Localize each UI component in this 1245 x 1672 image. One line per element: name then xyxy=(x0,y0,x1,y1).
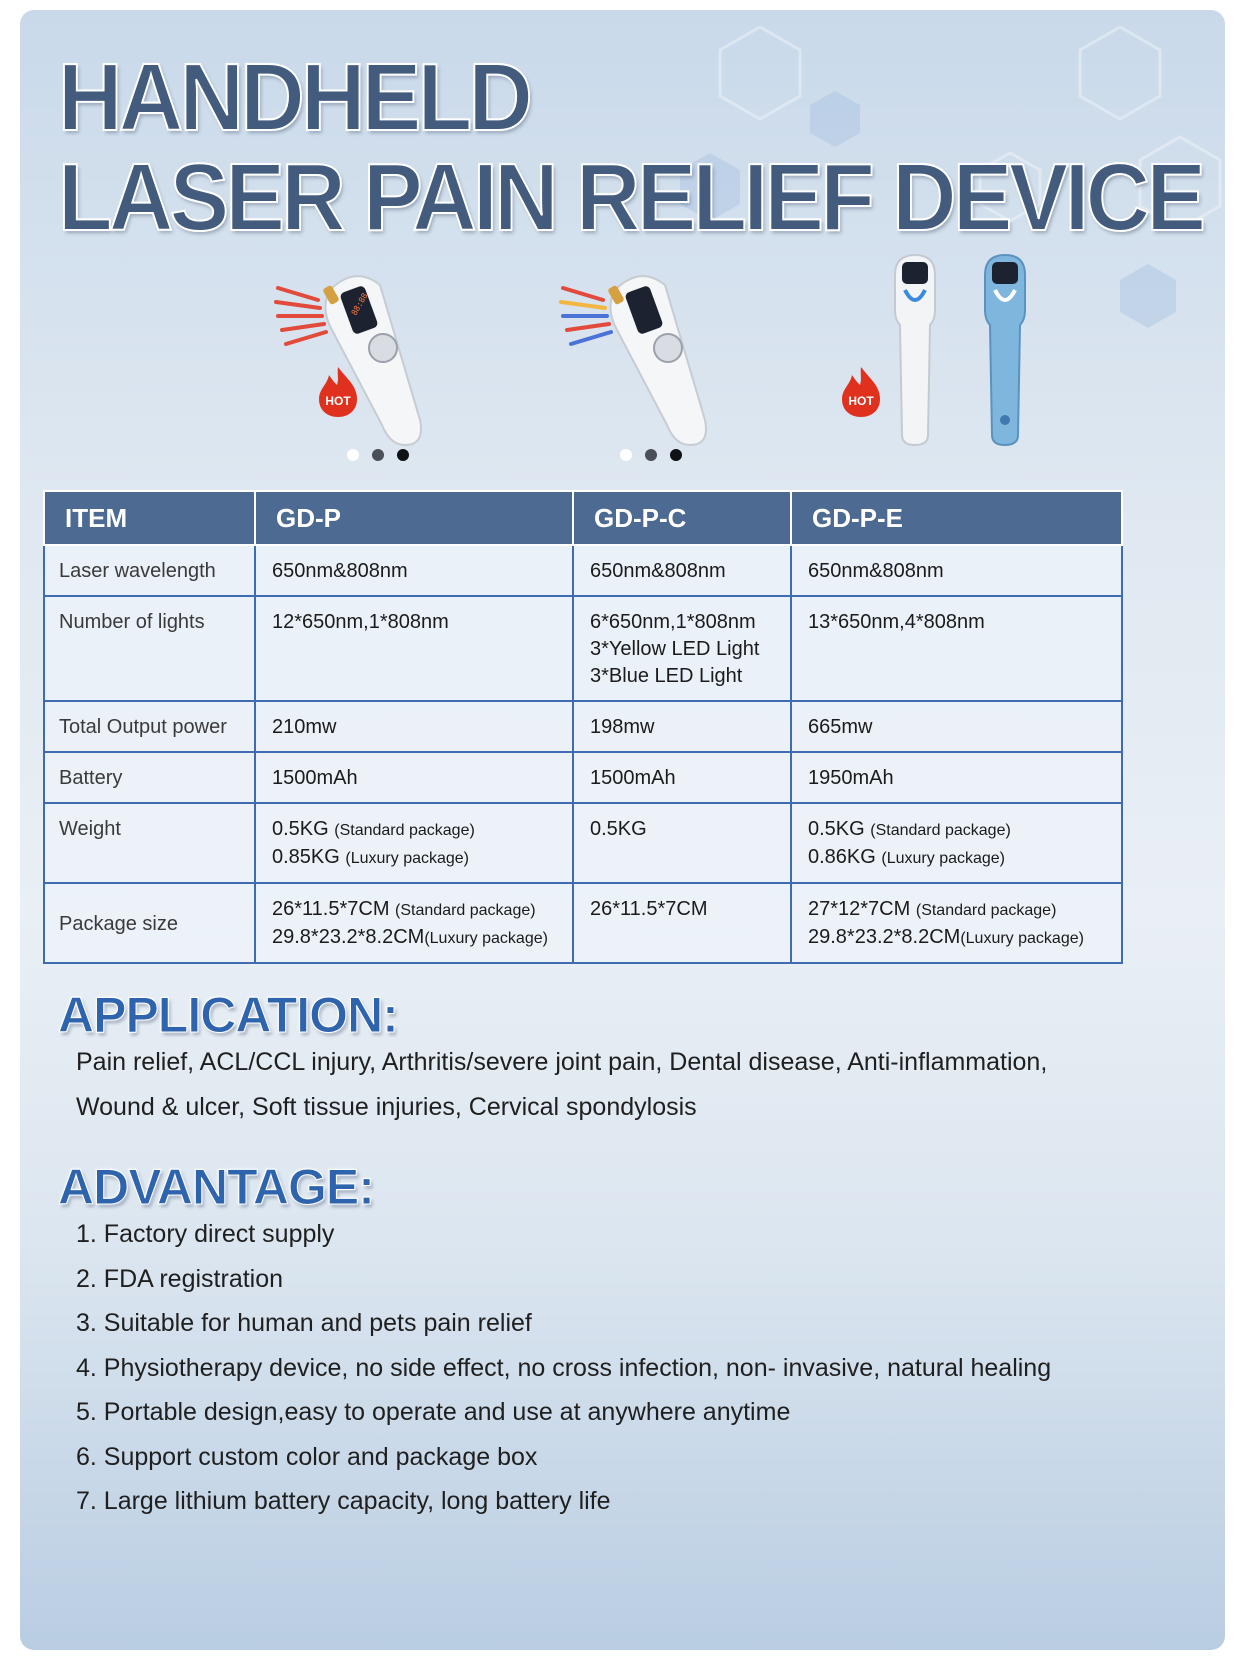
cell-note: (Luxury package) xyxy=(424,930,548,947)
list-item: 4. Physiotherapy device, no side effect, no cross infection, non- invasive, natural healing xyxy=(76,1353,1052,1382)
table-row xyxy=(44,803,1122,883)
advantage-list xyxy=(76,1212,1051,1524)
header-gd-p-e: GD-P-E xyxy=(791,491,1122,545)
list-item: 2. FDA registration xyxy=(76,1264,284,1293)
hot-badge-icon xyxy=(315,365,361,419)
table-cell: 650nm&808nm xyxy=(255,545,573,596)
row-label: Weight xyxy=(44,803,255,883)
hot-badge-label: HOT xyxy=(325,394,351,408)
hot-badge-icon xyxy=(838,365,884,419)
list-item: 1. Factory direct supply xyxy=(76,1220,335,1248)
row-label: Number of lights xyxy=(44,596,255,701)
advantage-heading: ADVANTAGE: xyxy=(58,1159,374,1215)
cell-line: 6*650nm,1*808nm xyxy=(590,611,756,633)
cell-note: (Luxury package) xyxy=(881,850,1006,867)
cell-note: (Luxury package) xyxy=(345,850,470,867)
table-header-row xyxy=(44,491,1122,545)
cell-note: (Standard package) xyxy=(870,822,1011,839)
cell-value: 29.8*23.2*8.2CM xyxy=(808,926,961,948)
table-cell: 650nm&808nm xyxy=(791,545,1122,596)
list-item: 7. Large lithium battery capacity, long battery life xyxy=(76,1487,611,1515)
header-gd-p: GD-P xyxy=(255,491,573,545)
cell-value: 29.8*23.2*8.2CM xyxy=(272,926,425,948)
cell-note: (Standard package) xyxy=(395,902,536,919)
list-item: 6. Support custom color and package box xyxy=(76,1442,538,1471)
title-line-1: HANDHELD xyxy=(58,44,530,151)
device-screen-text: 88:88 xyxy=(349,291,370,317)
row-label: Total Output power xyxy=(44,701,255,752)
application-text xyxy=(76,1040,1156,1130)
hot-badge-label: HOT xyxy=(848,394,874,408)
table-cell xyxy=(573,596,791,701)
cell-note: (Standard package) xyxy=(915,902,1057,919)
carousel-dots[interactable] xyxy=(618,447,688,463)
row-label: Battery xyxy=(44,752,255,803)
cell-value: 27*12*7CM xyxy=(808,898,911,920)
gd-p-e-device-image xyxy=(860,250,1060,450)
table-cell: 665mw xyxy=(791,701,1122,752)
cell-note: (Standard package) xyxy=(334,822,475,839)
table-row xyxy=(44,596,1122,701)
carousel-dots[interactable] xyxy=(345,447,415,463)
table-cell: 210mw xyxy=(255,701,573,752)
cell-line: 3*Yellow LED Light xyxy=(590,638,760,660)
application-line-2: Wound & ulcer, Soft tissue injuries, Cervical spondylosis xyxy=(76,1093,697,1121)
row-label: Package size xyxy=(44,883,255,963)
table-cell: 650nm&808nm xyxy=(573,545,791,596)
table-cell: 0.5KG xyxy=(573,803,791,883)
cell-value: 0.86KG xyxy=(808,846,876,868)
spec-table xyxy=(43,490,1123,964)
application-heading: APPLICATION: xyxy=(58,987,398,1043)
table-cell: 26*11.5*7CM xyxy=(573,883,791,963)
table-cell xyxy=(791,883,1122,963)
gd-p-c-device-image xyxy=(555,260,735,450)
table-cell: 1950mAh xyxy=(791,752,1122,803)
list-item: 3. Suitable for human and pets pain relief xyxy=(76,1309,532,1337)
table-row xyxy=(44,545,1122,596)
table-cell xyxy=(255,883,573,963)
gd-p-device-image xyxy=(270,260,450,450)
product-sheet xyxy=(20,10,1225,1650)
cell-value: 26*11.5*7CM xyxy=(272,898,390,920)
row-label: Laser wavelength xyxy=(44,545,255,596)
cell-value: 0.5KG xyxy=(272,818,329,840)
table-row xyxy=(44,752,1122,803)
table-cell: 1500mAh xyxy=(255,752,573,803)
list-item: 5. Portable design,easy to operate and use at anywhere anytime xyxy=(76,1398,791,1426)
cell-value: 0.5KG xyxy=(808,818,865,840)
header-item: ITEM xyxy=(44,491,255,545)
application-line-1: Pain relief, ACL/CCL injury, Arthritis/severe joint pain, Dental disease, Anti-inflammation, xyxy=(76,1048,1048,1076)
table-cell: 198mw xyxy=(573,701,791,752)
table-cell: 13*650nm,4*808nm xyxy=(791,596,1122,701)
table-cell xyxy=(791,803,1122,883)
table-row xyxy=(44,883,1122,963)
cell-line: 3*Blue LED Light xyxy=(590,665,743,687)
header-gd-p-c: GD-P-C xyxy=(573,491,791,545)
table-cell: 12*650nm,1*808nm xyxy=(255,596,573,701)
cell-value: 0.85KG xyxy=(272,846,340,868)
title-line-2: LASER PAIN RELIEF DEVICE xyxy=(58,144,1203,251)
table-row xyxy=(44,701,1122,752)
table-cell xyxy=(255,803,573,883)
product-images xyxy=(20,250,1225,490)
table-cell: 1500mAh xyxy=(573,752,791,803)
cell-note: (Luxury package) xyxy=(960,930,1084,947)
